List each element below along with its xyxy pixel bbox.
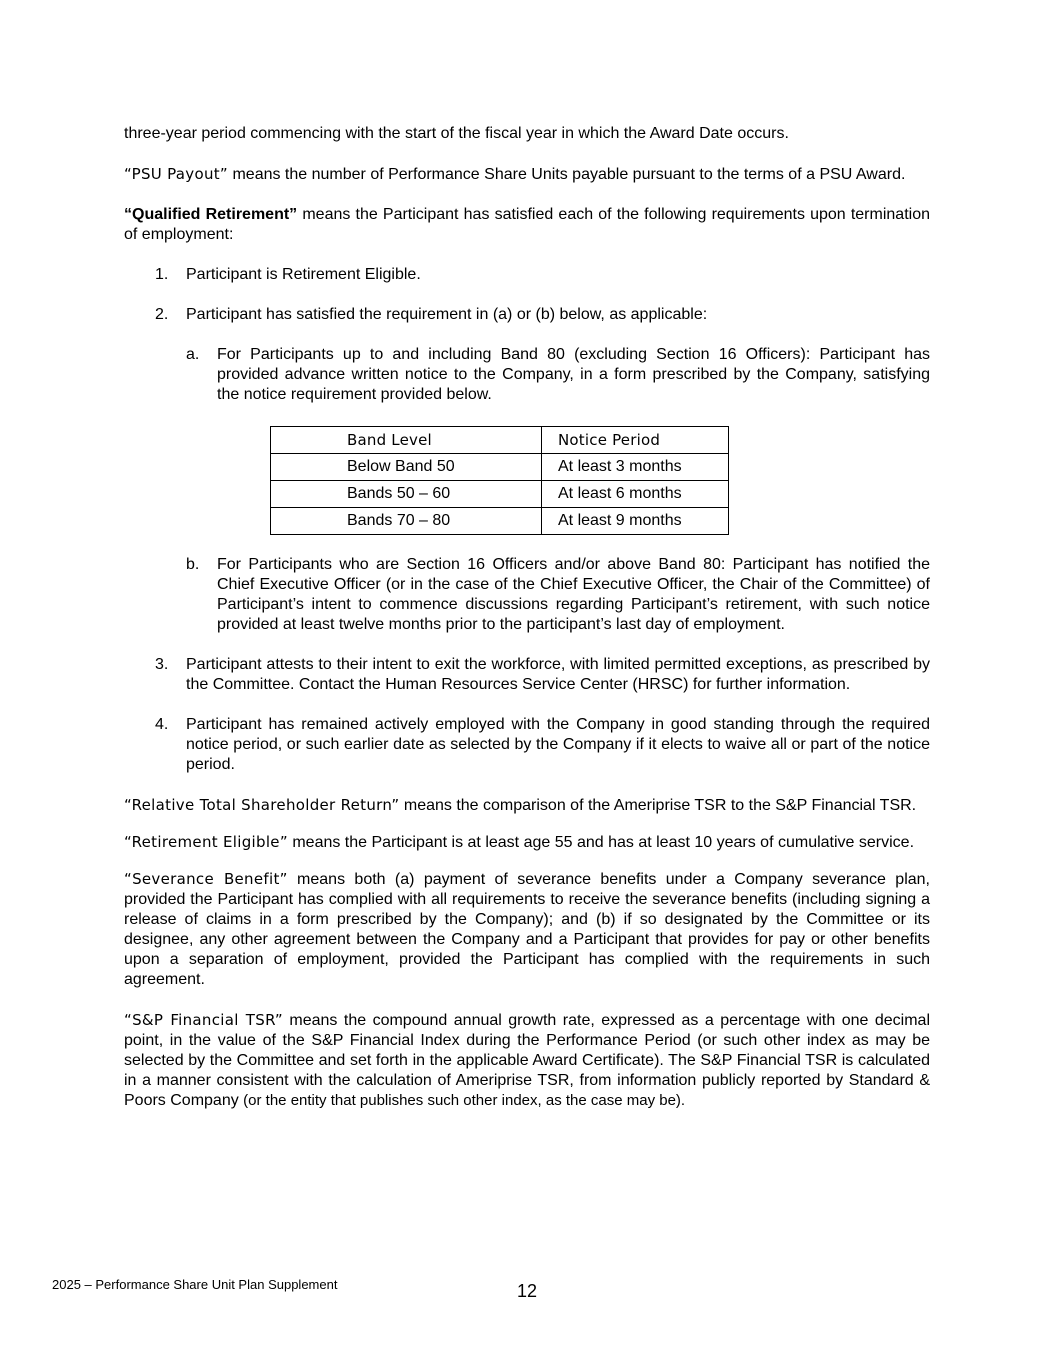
definition-retirement-eligible [124,832,930,853]
term-severance-benefit: “Severance Benefit” [124,870,288,888]
table-row [271,508,729,535]
definition-sp-financial-tsr [124,1010,930,1111]
intro-paragraph: three-year period commencing with the start of the fiscal year in which the Award Date occurs. [124,125,789,142]
list-item [124,305,930,325]
list-number: 3. [155,656,169,673]
list-number: 4. [155,716,169,733]
definition-text: means the comparison of the Ameriprise TSR to the S&P Financial TSR. [399,797,917,814]
table-cell: At least 3 months [542,454,729,481]
definition-text: means the Participant is at least age 55 and has at least 10 years of cumulative service. [287,834,915,851]
definition-severance-benefit [124,869,930,990]
table-row [271,481,729,508]
column-header-notice-period: Notice Period [542,427,729,454]
definition-text: means both (a) payment of severance benefits under a Company severance plan, provided the Participant has complied with all requirements to receive the severance benefits (including signing a release of claims in a form prescribed by the Company); and (b) if so designated by the Committee or its designee, any other agreement between the Company and a Participant that provides for pay or other benefits upon a separation of employment, provided the Participant has complied with the requirements in such agreement. [124,871,930,988]
list-text: Participant has remained actively employed with the Company in good standing through the required notice period, or such earlier date as selected by the Company if it elects to waive all or part of the notice period. [186,716,930,773]
table-header-row [271,427,729,454]
list-number: 2. [155,306,169,323]
term-psu-payout: “PSU Payout” [124,165,229,183]
sub-letter: a. [186,346,200,363]
document-body [124,124,930,1111]
definition-text: means the number of Performance Share Units payable pursuant to the terms of a PSU Award. [228,166,906,183]
term-sp-financial-tsr: “S&P Financial TSR” [124,1011,283,1029]
term-retirement-eligible: “Retirement Eligible” [124,833,288,851]
table-cell: At least 6 months [542,481,729,508]
table-cell: Below Band 50 [271,454,542,481]
table-row [271,454,729,481]
requirements-list [124,265,930,775]
list-text: Participant has satisfied the requirement in (a) or (b) below, as applicable: [186,306,708,323]
table-cell: At least 9 months [542,508,729,535]
footer-document-title: 2025 – Performance Share Unit Plan Supplement [52,1277,338,1292]
definition-text-tail: (or the entity that publishes such other index, as the case may be). [243,1092,686,1109]
list-item [124,655,930,695]
definition-psu-payout [124,164,930,185]
sub-item-a [124,345,930,405]
definition-text: means the Participant has satisfied each of the following requirements upon termination of employment: [124,206,930,243]
table-cell: Bands 70 – 80 [271,508,542,535]
footer-page-number: 12 [517,1281,538,1301]
list-number: 1. [155,266,169,283]
list-item [124,265,930,285]
definition-relative-tsr [124,795,930,816]
table-cell: Bands 50 – 60 [271,481,542,508]
list-text: Participant attests to their intent to exit the workforce, with limited permitted exceptions, as prescribed by the Committee. Contact the Human Resources Service Center (HRSC) for further information. [186,656,930,693]
sub-text: For Participants up to and including Band 80 (excluding Section 16 Officers): Participant has provided advance written notice to the Company, in a form prescribed by the Company, satisfying the notice requirement provided below. [217,346,930,403]
sub-text: For Participants who are Section 16 Officers and/or above Band 80: Participant has notified the Chief Executive Officer (or in the case of the Chief Executive Officer, the Chair of the Committee) of Participant’s intent to commence discussions regarding Participant’s retirement, with such notice provided at least twelve months prior to the participant’s last day of employment. [217,556,930,633]
definition-qualified-retirement [124,205,930,245]
term-relative-tsr: “Relative Total Shareholder Return” [124,796,400,814]
notice-period-table [270,426,729,535]
list-item [124,715,930,775]
column-header-band-level: Band Level [271,427,542,454]
sub-item-b [124,555,930,635]
definition-text: means the compound annual growth rate, expressed as a percentage with one decimal point, in the value of the S&P Financial Index during the Performance Period (or such other index as may be selected by the Committee and set forth in the applicable Award Certificate). The S&P Financial TSR is calculated in a manner consistent with the calculation of Ameriprise TSR, from information publicly reported by Standard & Poors Company [124,1012,930,1109]
list-text: Participant is Retirement Eligible. [186,266,421,283]
term-qualified-retirement: “Qualified Retirement” [124,206,298,223]
sub-letter: b. [186,556,200,573]
